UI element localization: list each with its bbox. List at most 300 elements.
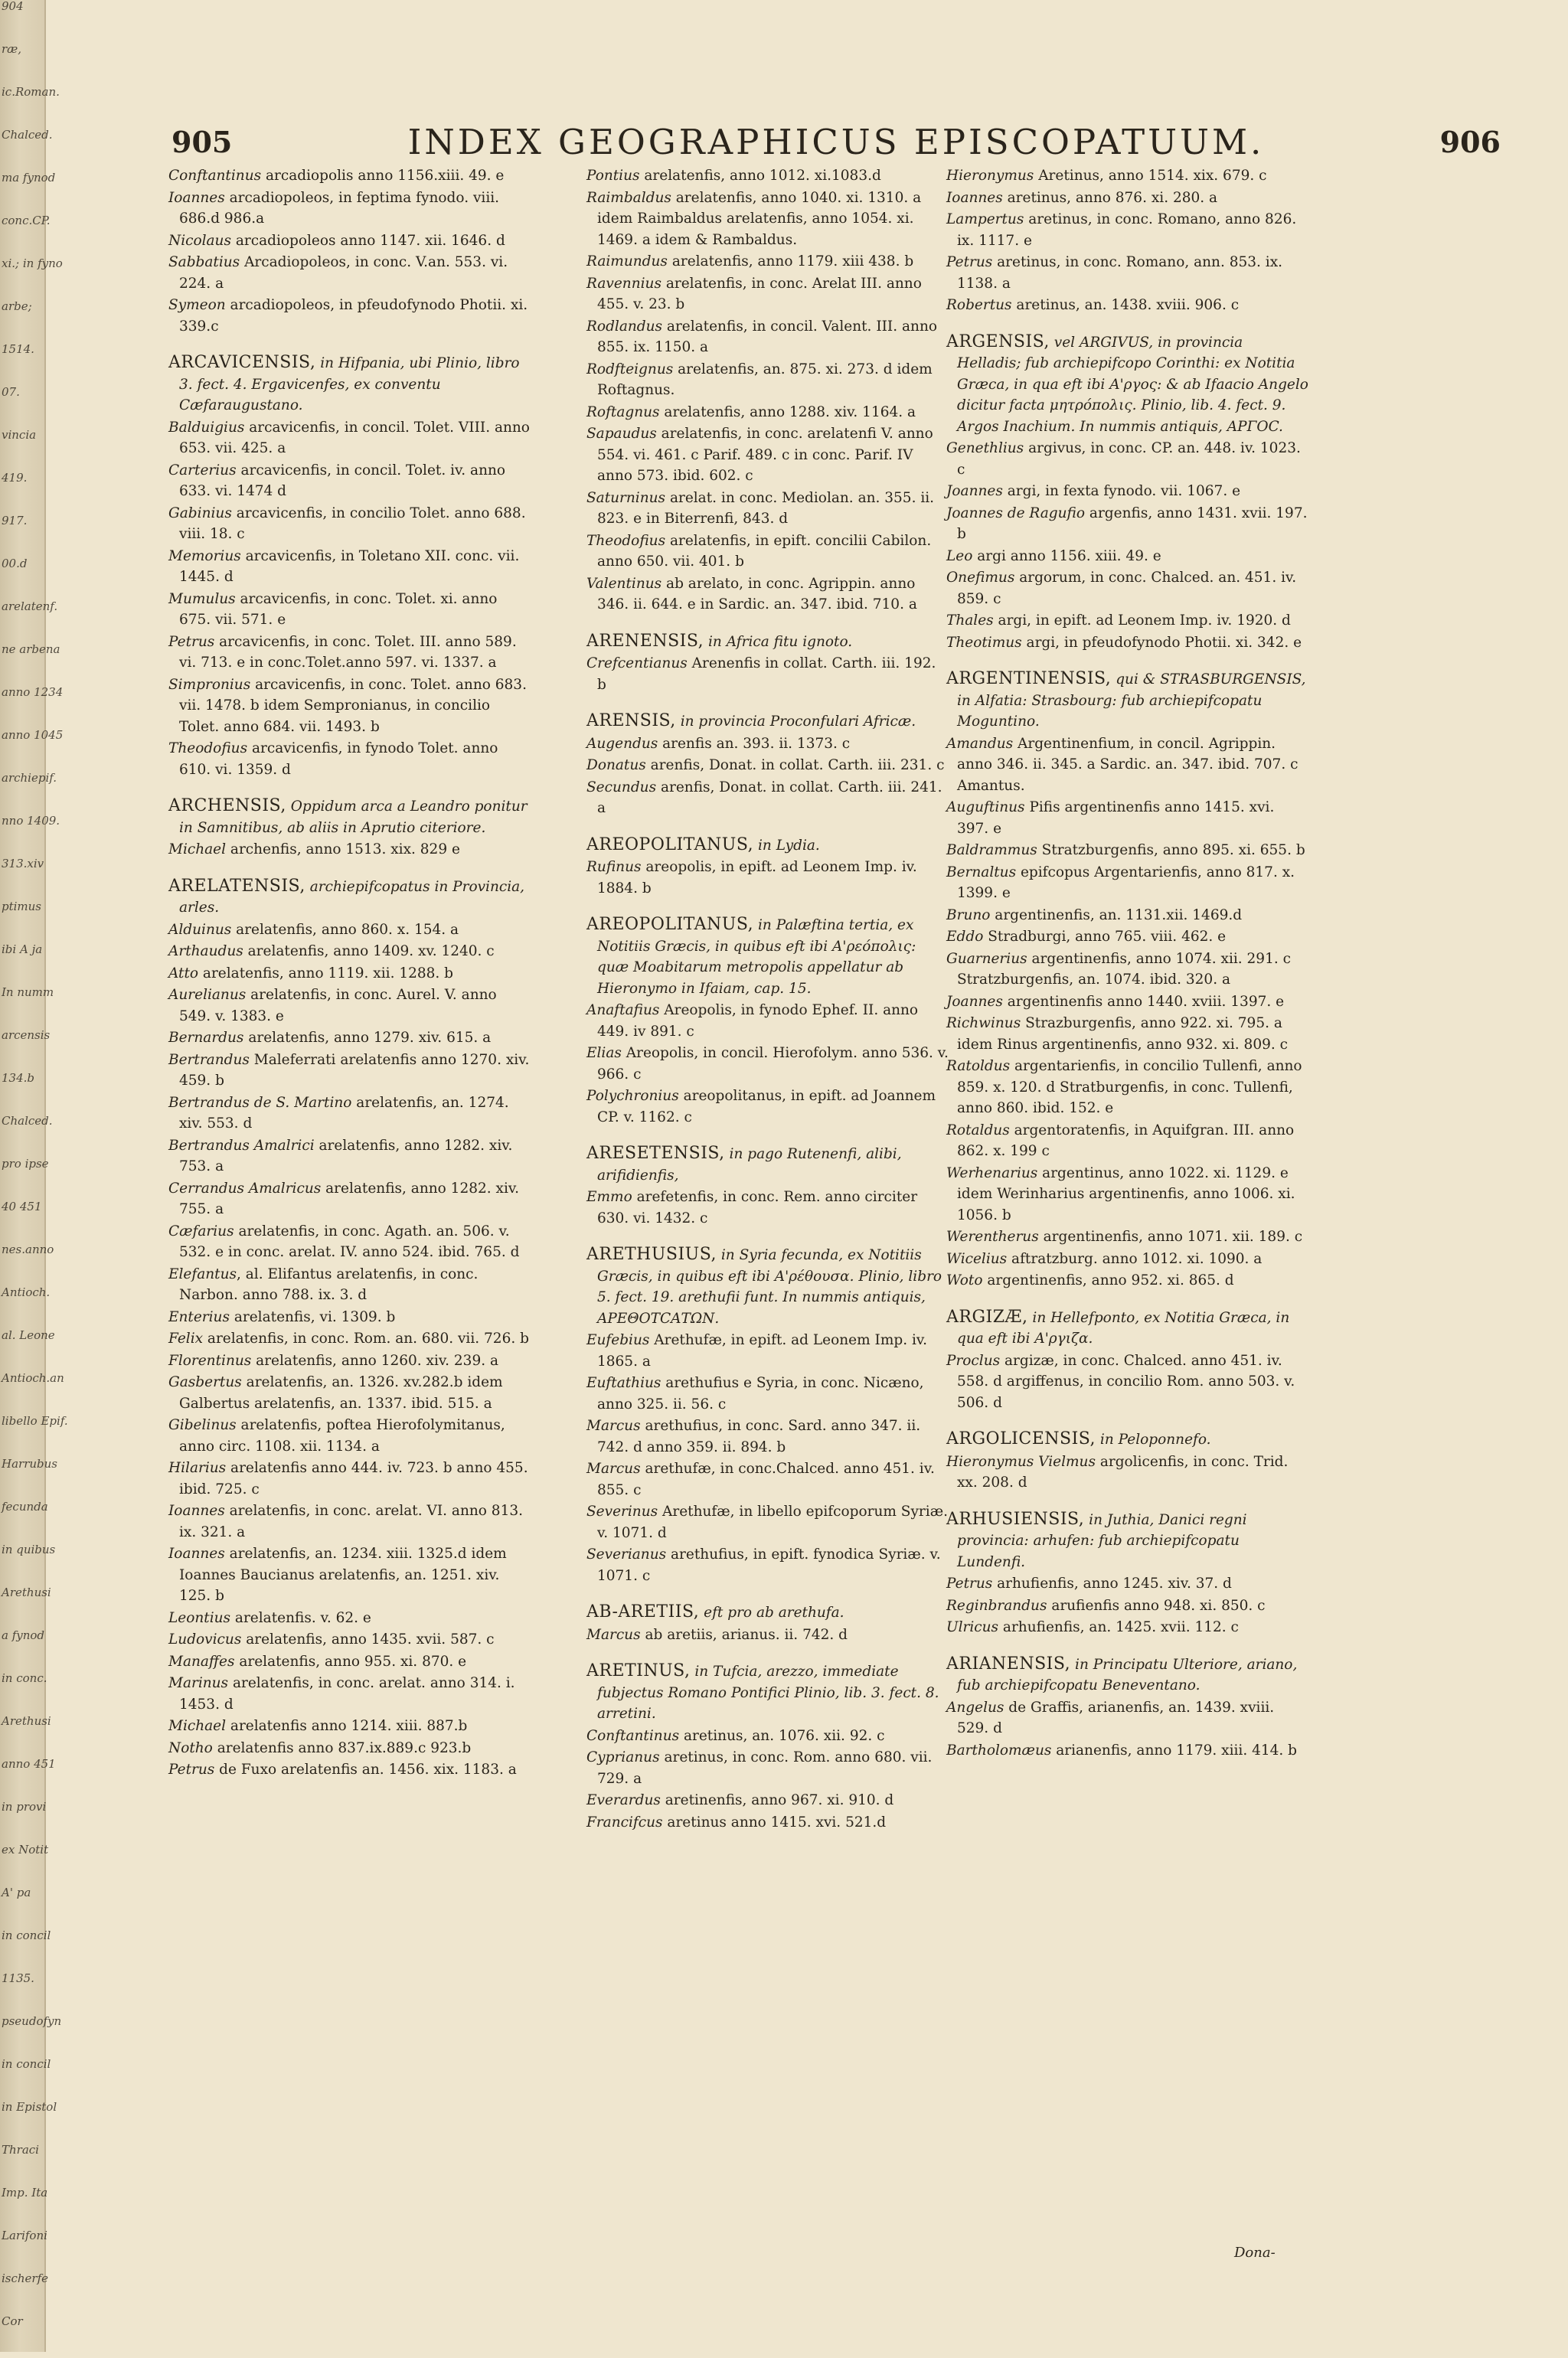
bishop-name: Severinus [586,1504,658,1520]
see-name: ARESETENSIS, [586,1144,725,1163]
bishop-name: Genethlius [946,440,1024,456]
bishop-name: Theodofius [168,740,248,756]
entry-reference: arcavicenfis, in conc. Tolet. III. anno 589. vi. 713. e in conc.Tolet.anno 597. vi. 1337. a [179,633,517,671]
bishop-entry [946,1226,1309,1248]
page-title: INDEX GEOGRAPHICUS EPISCOPATUUM. [407,121,1265,162]
bishop-name: Felix [168,1331,204,1347]
bishop-entry [168,738,531,780]
bishop-name: Joannes [946,483,1003,499]
bishop-name: Anaftafius [586,1002,660,1018]
entry-reference: arcadiopolis anno 1156.xiii. 49. e [261,168,505,184]
gutter-fragment: 904 [2,0,24,13]
bishop-entry [586,1726,949,1747]
bishop-entry [946,567,1309,609]
see-description: in Hellefponto, ex Notitia Græca, in qua eft ibi A'ργιζα. [957,1309,1290,1347]
entry-reference: argi, in epift. ad Leonem Imp. iv. 1920. d [993,612,1291,629]
entry-reference: arelatenfis, anno 1409. xv. 1240. c [243,943,495,959]
gutter-fragment: libello Epif. [2,1414,68,1428]
entry-reference: , al. Elifantus arelatenfis, in conc. Narbon. anno 788. ix. 3. d [179,1266,479,1303]
entry-reference: argenfis, anno 1431. xvii. 197. b [957,505,1308,542]
gutter-fragment: Arethusi [2,1714,51,1728]
see-name: ARENENSIS, [586,631,704,651]
gutter-fragment: arelatenf. [2,599,58,613]
see-heading [946,668,1309,733]
bishop-name: Francifcus [586,1814,663,1831]
entry-reference: arenfis, Donat. in collat. Carth. iii. 231. c [645,757,945,773]
entry-reference: arelatenfis anno 444. iv. 723. b anno 455. ibid. 725. c [179,1460,528,1497]
entry-reference: argentinenfis, anno 952. xi. 865. d [982,1272,1234,1288]
entry-reference: arcavicenfis, in conc. Tolet. anno 683. vii. 1478. b idem Sempronianus, in concilio Tolet. anno 684. vii. 1493. b [179,676,527,735]
entry-reference: argi, in pfeudofynodo Photii. xi. 342. e [1021,634,1302,651]
bishop-entry [946,610,1309,632]
entry-reference: ab aretiis, arianus. ii. 742. d [640,1626,848,1643]
bishop-name: Werhenarius [946,1164,1038,1181]
bishop-entry [586,251,949,273]
entry-reference: epifcopus Argentarienfis, anno 817. x. 1399. e [957,864,1295,901]
bishop-entry [168,963,531,985]
bishop-entry [168,1027,531,1049]
see-heading [586,834,949,857]
bishop-name: Ioannes [168,189,225,206]
bishop-entry [946,1056,1309,1119]
bishop-name: Augendus [586,735,658,752]
entry-reference: arelatenfis, anno 1040. xi. 1310. a idem Raimbaldus arelatenfis, anno 1054. xi. 1469. a idem & Rambaldus. [597,189,922,248]
bishop-entry [946,438,1309,480]
bishop-name: Rotaldus [946,1122,1010,1138]
entry-reference: Argentinenfium, in concil. Agrippin. anno 346. ii. 345. a Sardic. an. 347. ibid. 707. c Amantus. [957,735,1298,794]
bishop-name: Arthaudus [168,943,243,959]
see-name: ARELATENSIS, [168,876,305,896]
bishop-name: Woto [946,1272,983,1288]
entry-reference: arelatenfis, anno 1260. xiv. 239. a [251,1352,499,1369]
bishop-name: Pontius [586,168,640,184]
bishop-name: Petrus [946,1576,993,1592]
bishop-name: Aurelianus [168,987,247,1003]
bishop-name: Florentinus [168,1352,252,1369]
bishop-name: Everardus [586,1792,661,1808]
gutter-fragment: in Epistol [2,2100,57,2114]
bishop-entry [168,295,531,337]
entry-reference: Arethufæ, in libello epifcoporum Syriæ. v. 1071. d [597,1504,948,1541]
bishop-name: Leo [946,547,973,564]
bishop-name: Hilarius [168,1460,227,1476]
bishop-entry [586,1625,949,1646]
see-name: ARETINUS, [586,1661,691,1680]
entry-reference: arenfis an. 393. ii. 1373. c [658,735,851,752]
entry-reference: arelatenfis, an. 875. xi. 273. d idem Roftagnus. [597,361,933,398]
bishop-entry [586,573,949,616]
see-heading [946,331,1309,438]
bishop-name: Notho [168,1739,213,1756]
bishop-name: Raimbaldus [586,189,671,206]
gutter-fragment: a fynod [2,1628,45,1642]
gutter-fragment: vincia [2,428,37,442]
bishop-name: Theodofius [586,532,666,549]
gutter-fragment: Larifoni [2,2229,47,2242]
entry-reference: arelatenfis, anno 1282. xiv. 753. a [179,1137,513,1174]
bishop-entry [946,949,1309,991]
see-name: ARGENTINENSIS, [946,669,1112,688]
see-description: in Palæftina tertia, ex Notitiis Græcis, in quibus eft ibi A'ρεόπολις: quæ Moabitarum metropolis appellatur ab Hieronymo in Ifaiam, cap. 15. [597,917,916,997]
bishop-entry [946,1013,1309,1055]
entry-reference: arelatenfis, in epift. concilii Cabilon. anno 650. vii. 401. b [597,532,932,570]
bishop-name: Carterius [168,462,237,478]
bishop-name: Secundus [586,779,657,795]
gutter-fragment: in quibus [2,1543,56,1556]
entry-reference: arcavicenfis, in fynodo Tolet. anno 610. vi. 1359. d [179,740,498,778]
bishop-name: Donatus [586,757,646,773]
entry-reference: aretinus, in conc. Romano, ann. 853. ix. 1138. a [957,254,1283,292]
entry-reference: arhufienfis, an. 1425. xvii. 112. c [998,1619,1239,1635]
bishop-name: Lampertus [946,211,1024,227]
entry-reference: arcavicenfis, in conc. Tolet. xi. anno 675. vii. 571. e [179,590,498,628]
bishop-name: Sapaudus [586,426,657,442]
bishop-name: Petrus [168,633,215,650]
bishop-name: Guarnerius [946,950,1027,967]
entry-reference: arelatenfis, an. 1234. xiii. 1325.d idem Ioannes Baucianus arelatenfis, an. 1251. xiv. 125. b [179,1546,507,1604]
bishop-name: Rodlandus [586,318,663,335]
bishop-name: Eddo [946,929,984,945]
gutter-fragment: xi.; in fyno [2,256,63,270]
entry-reference: arelatenfis, in conc. arelatenfi V. anno 554. vi. 461. c Parif. 489. c in conc. Parif. IV anno 573. ibid. 602. c [597,426,933,484]
bishop-entry [946,252,1309,294]
index-column-1 [168,165,531,2294]
entry-reference: argentarienfis, in concilio Tullenfi, anno 859. x. 120. d Stratburgenfis, in conc. Tullenfi, anno 860. ibid. 152. e [957,1058,1302,1116]
entry-reference: arelatenfis, an. 1274. xiv. 553. d [179,1094,509,1132]
gutter-fragment: 40 451 [2,1200,42,1213]
bishop-entry [946,209,1309,251]
gutter-fragment: anno 1234 [2,685,64,699]
see-name: AREOPOLITANUS, [586,915,754,934]
entry-reference: argentinenfis, anno 1071. xii. 189. c [1038,1229,1303,1245]
gutter-fragment: pro ipse [2,1157,49,1171]
bishop-entry [168,674,531,738]
entry-reference: argi, in fexta fynodo. vii. 1067. e [1002,483,1241,499]
gutter-fragment: al. Leone [2,1328,55,1342]
bishop-entry [946,1617,1309,1638]
entry-reference: arianenfis, anno 1179. xiii. 414. b [1051,1742,1298,1759]
bishop-name: Marcus [586,1418,641,1434]
bishop-name: Ludovicus [168,1631,242,1648]
bishop-name: Severianus [586,1546,667,1563]
entry-reference: arelatenfis, in concil. Valent. III. anno 855. ix. 1150. a [597,318,938,355]
bishop-entry [168,1328,531,1350]
bishop-entry [586,1043,949,1085]
page-number-left: 905 [172,124,233,159]
see-name: AREOPOLITANUS, [586,834,754,854]
bishop-entry [946,1595,1309,1617]
entry-reference: arelatenfis anno 837.ix.889.c 923.b [212,1739,472,1756]
gutter-fragment: 419. [2,471,28,485]
bishop-name: Bertrandus [168,1051,250,1068]
see-description: qui & STRASBURGENSIS, in Alfatia: Strasbourg: fub archiepifcopatu Moguntino. [957,671,1306,730]
bishop-entry [946,1740,1309,1762]
see-heading [946,1307,1309,1350]
see-heading [946,1509,1309,1573]
bishop-entry [168,1092,531,1135]
bishop-name: Gibelinus [168,1417,237,1433]
bishop-name: Crefcentianus [586,655,688,671]
bishop-name: Richwinus [946,1015,1021,1031]
bishop-name: Nicolaus [168,232,231,249]
entry-reference: arelatenfis, anno 1179. xiii 438. b [667,253,914,269]
gutter-fragment: anno 451 [2,1757,56,1771]
entry-reference: arelatenfis, in conc. Aurel. V. anno 549. v. 1383. e [179,987,497,1024]
entry-reference: Areopolis, in fynodo Ephef. II. anno 449. iv 891. c [597,1002,919,1040]
entry-reference: arelatenfis, anno 1435. xvii. 587. c [241,1631,495,1648]
bishop-entry [946,926,1309,948]
gutter-fragment: 134.b [2,1071,35,1085]
bishop-name: Euftathius [586,1375,662,1391]
entry-reference: arelatenfis, in conc. arelat. anno 314. i. 1453. d [179,1675,515,1713]
see-name: ARHUSIENSIS, [946,1509,1085,1529]
entry-reference: Arcadiopoleos, in conc. V.an. 553. vi. 224. a [179,254,508,292]
see-name: AB-ARETIIS, [586,1602,700,1622]
gutter-fragment: in concil [2,2057,51,2071]
bishop-entry [586,359,949,401]
entry-reference: archenfis, anno 1513. xix. 829 e [226,841,460,857]
gutter-fragment: ræ, [2,42,22,56]
entry-reference: arethufius, in conc. Sard. anno 347. ii. 742. d anno 359. ii. 894. b [597,1418,921,1455]
bishop-entry [168,546,531,588]
bishop-name: Petrus [946,254,993,270]
see-name: ARETHUSIUS, [586,1245,717,1264]
see-description: vel ARGIVUS, in provincia Helladis; fub archiepifcopo Corinthi: ex Notitia Græca, in qua eft ibi A'ργος: & ab Ifaacio Angelo dicitur facta μητρόπολις. Plinio, lib. 4. fect. 9. Argos Inachium. In nummis antiquis, APΓOC. [957,334,1308,435]
bishop-name: Rufinus [586,859,642,875]
bishop-name: Bernardus [168,1030,244,1046]
bishop-name: Alduinus [168,921,232,938]
see-heading [586,1602,949,1624]
entry-reference: aretinenfis, anno 967. xi. 910. d [660,1792,894,1808]
bishop-entry [168,1738,531,1759]
bishop-entry [168,1050,531,1092]
entry-reference: aretinus, in conc. Romano, anno 826. ix. 1117. e [957,211,1297,249]
bishop-name: Bartholomæus [946,1742,1052,1759]
bishop-name: Gabinius [168,505,232,521]
entry-reference: argentoratenfis, in Aquifgran. III. anno 862. x. 199 c [957,1122,1295,1159]
entry-reference: argentinenfis anno 1440. xviii. 1397. e [1002,993,1285,1010]
bishop-entry [946,165,1309,187]
gutter-fragment: 917. [2,514,28,527]
gutter-fragment: Chalced. [2,1114,53,1128]
entry-reference: argolicenfis, in conc. Trid. xx. 208. d [957,1453,1289,1491]
gutter-fragment: anno 1045 [2,728,64,742]
bishop-entry [946,991,1309,1013]
bishop-entry [586,1086,949,1128]
bishop-entry [586,1000,949,1042]
see-description: archiepifcopatus in Provincia, arles. [179,878,525,916]
bishop-name: Ravennius [586,275,662,292]
see-heading [168,876,531,919]
bishop-entry [586,1790,949,1811]
gutter-fragment: Antioch. [2,1285,51,1299]
entry-reference: aretinus, in conc. Rom. anno 680. vii. 729. a [597,1749,933,1787]
see-heading [586,1661,949,1725]
bishop-entry [946,503,1309,545]
bishop-entry [586,423,949,487]
bishop-name: Raimundus [586,253,668,269]
bishop-name: Conftantinus [586,1727,680,1744]
entry-reference: arethufius, in epift. fynodica Syriæ. v. 1071. c [597,1546,941,1584]
bishop-name: Cyprianus [586,1749,660,1765]
bishop-name: Marcus [586,1626,641,1643]
bishop-entry [586,777,949,819]
gutter-fragment: fecunda [2,1500,48,1514]
see-description: in Juthia, Danici regni provincia: arhufen: fub archiepifcopatu Lundenfi. [957,1511,1247,1570]
entry-reference: arelatenfis, anno 1282. xiv. 755. a [179,1180,519,1217]
gutter-fragment: ne arbena [2,642,60,656]
bishop-name: Bernaltus [946,864,1017,880]
see-name: ARGIZÆ, [946,1307,1028,1327]
entry-reference: argivus, in conc. CP. an. 448. iv. 1023. c [957,440,1301,478]
bishop-entry [168,1135,531,1177]
see-name: ARGENSIS, [946,331,1050,351]
bishop-entry [946,295,1309,316]
see-heading [168,795,531,838]
bishop-entry [586,1501,949,1543]
bishop-name: Rodfteignus [586,361,674,377]
entry-reference: arenfis, Donat. in collat. Carth. iii. 241. a [597,779,942,816]
entry-reference: aretinus, an. 1076. xii. 92. c [679,1727,885,1744]
bishop-entry [586,316,949,358]
entry-reference: de Graffis, arianenfis, an. 1439. xviii. 529. d [957,1699,1275,1736]
bishop-entry [168,839,531,861]
gutter-fragment: In numm [2,985,54,999]
bishop-name: Theotimus [946,634,1022,651]
gutter-fragment: 1514. [2,342,34,356]
bishop-entry [168,252,531,294]
see-heading [168,352,531,416]
entry-reference: arelatenfis, anno 1119. xii. 1288. b [198,965,454,981]
bishop-entry [586,653,949,695]
gutter-fragment: ma fynod [2,171,56,185]
bishop-entry [586,1416,949,1458]
previous-page-gutter [0,0,68,2352]
bishop-name: Proclus [946,1352,1001,1369]
bishop-entry [586,488,949,530]
bishop-entry [168,919,531,941]
bishop-name: Onefimus [946,570,1015,586]
bishop-entry [168,1543,531,1607]
entry-reference: arethufæ, in conc.Chalced. anno 451. iv. 855. c [597,1461,935,1498]
entry-reference: argentinenfis, anno 1074. xii. 291. c Stratzburgenfis, an. 1074. ibid. 320. a [957,950,1291,988]
bishop-name: Petrus [168,1762,215,1778]
entry-reference: arelatenfis, in conc. arelat. VI. anno 813. ix. 321. a [179,1503,523,1540]
entry-reference: arcavicenfis, in concil. Tolet. iv. anno 633. vi. 1474 d [179,462,506,499]
entry-reference: areopolis, in epift. ad Leonem Imp. iv. 1884. b [597,859,917,896]
entry-reference: aftratzburg. anno 1012. xi. 1090. a [1007,1250,1263,1267]
bishop-name: Joannes de Ragufio [946,505,1086,521]
bishop-entry [586,733,949,755]
see-description: in pago Rutenenfi, alibi, arifidienfis, [597,1146,902,1184]
bishop-entry [168,1501,531,1543]
entry-reference: Pifis argentinenfis anno 1415. xvi. 397. e [957,799,1275,837]
bishop-entry [946,797,1309,839]
bishop-entry [946,1163,1309,1226]
bishop-entry [586,1812,949,1834]
bishop-name: Polychronius [586,1088,679,1104]
entry-reference: arelatenfis, anno 955. xi. 870. e [234,1653,467,1670]
gutter-fragment: Imp. Ita [2,2186,48,2200]
bishop-entry [946,632,1309,654]
see-name: ARCAVICENSIS, [168,353,316,372]
gutter-fragment: in concil [2,1929,51,1942]
bishop-entry [946,862,1309,904]
bishop-name: Ioannes [168,1503,225,1519]
bishop-entry [168,188,531,230]
bishop-entry [946,1452,1309,1494]
see-name: ARIANENSIS, [946,1654,1071,1674]
bishop-name: Bertrandus Amalrici [168,1137,315,1154]
entry-reference: aretinus anno 1415. xvi. 521.d [662,1814,887,1831]
entry-reference: arelatenfis, anno 1279. xiv. 615. a [243,1030,492,1046]
gutter-fragment: Arethusi [2,1586,51,1599]
gutter-fragment: arbe; [2,299,32,313]
bishop-entry [168,165,531,187]
bishop-entry [168,460,531,502]
entry-reference: arelatenfis, vi. 1309. b [229,1308,396,1325]
see-name: ARENSIS, [586,711,676,730]
bishop-entry [586,1330,949,1372]
see-heading [586,914,949,999]
gutter-fragment: Antioch.an [2,1371,64,1385]
entry-reference: argentinenfis, an. 1131.xii. 1469.d [990,906,1243,923]
entry-reference: arhufienfis, anno 1245. xiv. 37. d [992,1576,1232,1592]
bishop-name: Cæfarius [168,1223,234,1239]
see-description: in Africa fitu ignoto. [704,633,853,650]
bishop-name: Manaffes [168,1653,235,1670]
entry-reference: Areopolis, in concil. Hierofolym. anno 536. v. 966. c [597,1045,949,1083]
bishop-name: Mumulus [168,590,236,607]
gutter-fragment: in provi [2,1800,47,1814]
see-description: in Tufcia, arezzo, immediate fubjectus Romano Pontifici Plinio, lib. 3. fect. 8. arretini. [597,1664,939,1722]
bishop-entry [946,1350,1309,1414]
entry-reference: ab arelato, in conc. Agrippin. anno 346. ii. 644. e in Sardic. an. 347. ibid. 710. a [597,575,917,612]
see-heading [946,1429,1309,1451]
entry-reference: argentinus, anno 1022. xi. 1129. e idem Werinharius argentinenfis, anno 1006. xi. 1056. b [957,1164,1295,1223]
entry-reference: arelatenfis, in conc. Agath. an. 506. v. 532. e in conc. arelat. IV. anno 524. ibid. 765. d [179,1223,520,1260]
bishop-name: Ulricus [946,1619,999,1635]
gutter-fragment: Cor [2,2314,23,2328]
bishop-entry [168,1178,531,1220]
bishop-entry [946,1249,1309,1270]
bishop-name: Marcus [586,1461,641,1477]
entry-reference: Strazburgenfis, anno 922. xi. 795. a idem Rinus argentinenfis, anno 932. xi. 809. c [957,1015,1288,1053]
entry-reference: areopolitanus, in epift. ad Joannem CP. v. 1162. c [597,1088,936,1125]
bishop-entry [168,1651,531,1673]
bishop-entry [168,1716,531,1737]
bishop-entry [168,632,531,674]
bishop-entry [168,941,531,962]
bishop-name: Elias [586,1045,622,1061]
bishop-entry [946,1270,1309,1292]
entry-reference: arethufius e Syria, in conc. Nicæno, anno 325. ii. 56. c [597,1375,924,1413]
entry-reference: arcadiopoleos anno 1147. xii. 1646. d [230,232,505,249]
catchword: Dona- [1234,2245,1276,2261]
bishop-entry [946,905,1309,926]
bishop-entry [586,857,949,899]
entry-reference: aretinus, an. 1438. xviii. 906. c [1011,297,1240,313]
bishop-name: Enterius [168,1308,230,1325]
bishop-entry [586,1187,949,1229]
bishop-name: Symeon [168,297,226,313]
bishop-entry [168,1629,531,1651]
bishop-entry [586,1544,949,1586]
entry-reference: arelatenfis. v. 62. e [230,1609,371,1626]
gutter-fragment: Harrubus [2,1457,57,1471]
bishop-entry [168,1264,531,1306]
see-description: in Peloponnefo. [1096,1432,1211,1448]
